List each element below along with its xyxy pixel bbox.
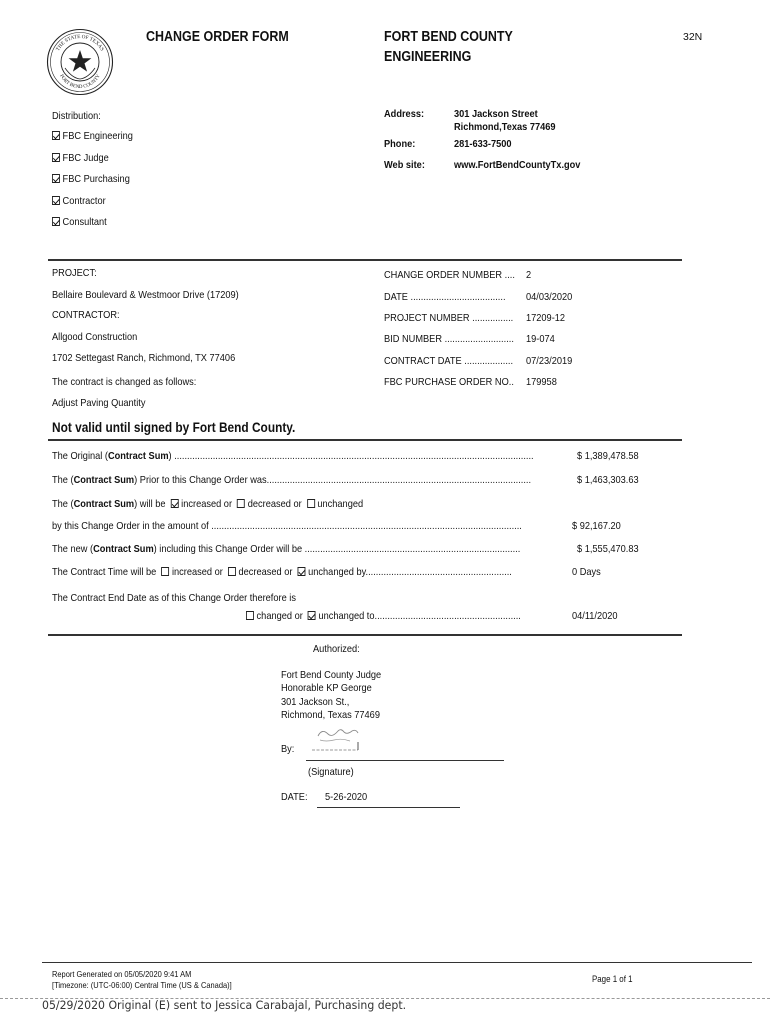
distribution-label: Distribution: bbox=[52, 110, 101, 122]
address-line2: Richmond,Texas 77469 bbox=[454, 121, 556, 133]
date-label: DATE ..................................... bbox=[384, 291, 506, 303]
checkbox-checked-icon[interactable] bbox=[52, 153, 60, 162]
authority-name: Honorable KP George bbox=[281, 682, 372, 694]
report-timezone: [Timezone: (UTC-06:00) Central Time (US & Canada)] bbox=[52, 980, 232, 990]
address-line1: 301 Jackson Street bbox=[454, 108, 538, 120]
change-order-number-label: CHANGE ORDER NUMBER .... bbox=[384, 269, 515, 281]
change-amount-value: $ 92,167.20 bbox=[572, 520, 621, 532]
signature-image bbox=[308, 724, 368, 754]
prior-sum-line: The (Contract Sum) Prior to this Change Order was....................................................................................................... bbox=[52, 474, 532, 486]
increased-checkbox-icon[interactable] bbox=[171, 499, 179, 508]
change-amount-line: by this Change Order in the amount of ......................................................................................................................... bbox=[52, 520, 522, 532]
signature-label: (Signature) bbox=[308, 766, 354, 778]
prior-sum-value: $ 1,463,303.63 bbox=[577, 474, 639, 486]
end-unchanged-checkbox-icon[interactable] bbox=[308, 611, 316, 620]
new-sum-line: The new (Contract Sum) including this Change Order will be .................................................................................... bbox=[52, 543, 521, 555]
page-number: Page 1 of 1 bbox=[592, 974, 633, 984]
org-name-line2: ENGINEERING bbox=[384, 49, 472, 65]
authority-address1: 301 Jackson St., bbox=[281, 696, 350, 708]
new-sum-value: $ 1,555,470.83 bbox=[577, 543, 639, 555]
project-number-label: PROJECT NUMBER ................ bbox=[384, 312, 514, 324]
purchase-order-value: 179958 bbox=[526, 376, 557, 388]
form-code: 32N bbox=[683, 31, 703, 43]
project-number-value: 17209-12 bbox=[526, 312, 566, 324]
end-date-options: changed or unchanged to......................................................... bbox=[246, 610, 552, 622]
purchase-order-label: FBC PURCHASE ORDER NO.. bbox=[384, 376, 514, 388]
sign-date-label: DATE: bbox=[281, 791, 308, 803]
date-value: 04/03/2020 bbox=[526, 291, 573, 303]
contractor-label: CONTRACTOR: bbox=[52, 309, 120, 321]
distribution-item[interactable]: FBC Engineering bbox=[52, 130, 133, 142]
checkbox-checked-icon[interactable] bbox=[52, 131, 60, 140]
section-divider bbox=[48, 259, 682, 261]
by-label: By: bbox=[281, 743, 295, 755]
date-line bbox=[317, 807, 460, 808]
end-changed-checkbox-icon[interactable] bbox=[246, 611, 254, 620]
original-sum-value: $ 1,389,478.58 bbox=[577, 450, 639, 462]
end-date-line: The Contract End Date as of this Change Order therefore is bbox=[52, 592, 296, 604]
change-description: Adjust Paving Quantity bbox=[52, 397, 146, 409]
sums-divider bbox=[48, 634, 682, 636]
checkbox-checked-icon[interactable] bbox=[52, 196, 60, 205]
validity-notice: Not valid until signed by Fort Bend County. bbox=[52, 420, 296, 435]
bid-number-value: 19-074 bbox=[526, 333, 555, 345]
unchanged-checkbox-icon[interactable] bbox=[307, 499, 315, 508]
distribution-item[interactable]: Contractor bbox=[52, 195, 106, 207]
decreased-checkbox-icon[interactable] bbox=[237, 499, 245, 508]
time-decreased-checkbox-icon[interactable] bbox=[228, 567, 236, 576]
original-sum-line: The Original (Contract Sum) ............................................................................................................................................ bbox=[52, 450, 534, 462]
distribution-item[interactable]: FBC Purchasing bbox=[52, 173, 130, 185]
sum-change-line: The (Contract Sum) will be increased or decreased or unchanged bbox=[52, 498, 364, 510]
contract-time-line: The Contract Time will be increased or decreased or unchanged by......................................................... bbox=[52, 566, 512, 578]
seal-bottom-text: FORT BEND COUNTY bbox=[58, 73, 102, 91]
contractor-name: Allgood Construction bbox=[52, 331, 138, 343]
phone-label: Phone: bbox=[384, 138, 416, 150]
distribution-item[interactable]: FBC Judge bbox=[52, 152, 109, 164]
seal-top-text: THE STATE OF TEXAS bbox=[55, 33, 105, 53]
report-generated: Report Generated on 05/05/2020 9:41 AM bbox=[52, 969, 192, 979]
project-name: Bellaire Boulevard & Westmoor Drive (17209) bbox=[52, 289, 239, 301]
checkbox-checked-icon[interactable] bbox=[52, 217, 60, 226]
time-increased-checkbox-icon[interactable] bbox=[161, 567, 169, 576]
county-seal-logo bbox=[46, 28, 114, 96]
contractor-address: 1702 Settegast Ranch, Richmond, TX 77406 bbox=[52, 352, 236, 364]
sign-date-value: 5-26-2020 bbox=[325, 791, 368, 803]
checkbox-checked-icon[interactable] bbox=[52, 174, 60, 183]
phone-value: 281-633-7500 bbox=[454, 138, 512, 150]
contract-date-value: 07/23/2019 bbox=[526, 355, 573, 367]
change-label: The contract is changed as follows: bbox=[52, 376, 197, 388]
authority-address2: Richmond, Texas 77469 bbox=[281, 709, 380, 721]
website-label: Web site: bbox=[384, 159, 425, 171]
contract-date-label: CONTRACT DATE ................... bbox=[384, 355, 514, 367]
bid-number-label: BID NUMBER ........................... bbox=[384, 333, 514, 345]
org-name-line1: FORT BEND COUNTY bbox=[384, 29, 513, 45]
authorized-label: Authorized: bbox=[313, 643, 360, 655]
website-link[interactable]: www.FortBendCountyTx.gov bbox=[454, 159, 581, 171]
distribution-item[interactable]: Consultant bbox=[52, 216, 107, 228]
change-order-number-value: 2 bbox=[526, 269, 532, 281]
footer-divider bbox=[42, 962, 752, 963]
form-title: CHANGE ORDER FORM bbox=[146, 29, 289, 45]
signature-line bbox=[306, 760, 504, 761]
end-date-value: 04/11/2020 bbox=[572, 610, 618, 622]
handwritten-note: 05/29/2020 Original (E) sent to Jessica Carabajal, Purchasing dept. bbox=[42, 998, 407, 1012]
notice-divider bbox=[48, 439, 682, 441]
contract-time-value: 0 Days bbox=[572, 566, 601, 578]
authority-title: Fort Bend County Judge bbox=[281, 669, 382, 681]
address-label: Address: bbox=[384, 108, 425, 120]
project-label: PROJECT: bbox=[52, 267, 97, 279]
time-unchanged-checkbox-icon[interactable] bbox=[298, 567, 306, 576]
